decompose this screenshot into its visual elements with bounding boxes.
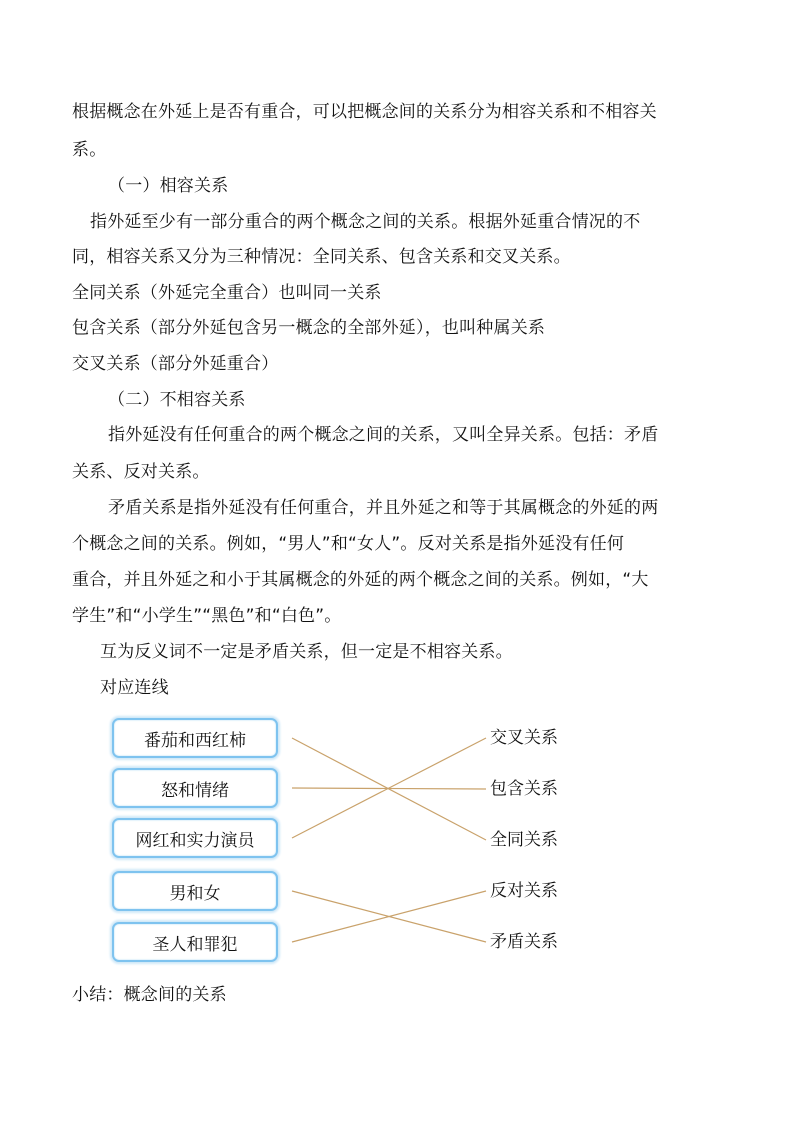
relation-label[interactable]: 包含关系 (490, 779, 558, 799)
concept-box[interactable]: 番茄和西红柿 (112, 718, 278, 758)
identity-relation-item: 全同关系（外延完全重合）也叫同一关系 (72, 283, 382, 303)
section2-paragraph2-line-2: 个概念之间的关系。例如，“男人”和“女人”。反对关系是指外延没有任何 (72, 534, 625, 554)
intro-line-1: 根据概念在外延上是否有重合，可以把概念间的关系分为相容关系和不相容关 (72, 102, 657, 122)
relation-label[interactable]: 交叉关系 (490, 728, 558, 748)
section1-heading: （一）相容关系 (108, 176, 229, 196)
section1-paragraph-line-1: 指外延至少有一部分重合的两个概念之间的关系。根据外延重合情况的不 (90, 212, 641, 232)
summary-line: 小结：概念间的关系 (72, 985, 227, 1005)
intersection-relation-item: 交叉关系（部分外延重合） (72, 354, 279, 374)
inclusion-relation-item: 包含关系（部分外延包含另一概念的全部外延），也叫种属关系 (72, 318, 546, 338)
concept-box[interactable]: 男和女 (112, 871, 278, 911)
section2-paragraph1-line-1: 指外延没有任何重合的两个概念之间的关系，又叫全异关系。包括：矛盾 (108, 425, 659, 445)
relation-label[interactable]: 全同关系 (490, 830, 558, 850)
matching-heading: 对应连线 (100, 678, 169, 698)
relation-label[interactable]: 矛盾关系 (490, 932, 558, 952)
section2-heading: （二）不相容关系 (108, 390, 246, 410)
relation-label[interactable]: 反对关系 (490, 881, 558, 901)
section2-paragraph1-line-2: 关系、反对关系。 (72, 462, 210, 482)
concept-box[interactable]: 圣人和罪犯 (112, 922, 278, 962)
section2-paragraph2-line-4: 学生”和“小学生”“黑色”和“白色”。 (72, 606, 342, 626)
section1-paragraph-line-2: 同，相容关系又分为三种情况：全同关系、包含关系和交叉关系。 (72, 247, 571, 267)
concept-box[interactable]: 网红和实力演员 (112, 818, 278, 858)
concept-box[interactable]: 怒和情绪 (112, 768, 278, 808)
intro-line-2: 系。 (72, 140, 107, 160)
section2-paragraph2-line-3: 重合，并且外延之和小于其属概念的外延的两个概念之间的关系。例如，“大 (72, 570, 649, 590)
antonym-note: 互为反义词不一定是矛盾关系，但一定是不相容关系。 (100, 642, 513, 662)
section2-paragraph2-line-1: 矛盾关系是指外延没有任何重合，并且外延之和等于其属概念的外延的两 (108, 498, 659, 518)
